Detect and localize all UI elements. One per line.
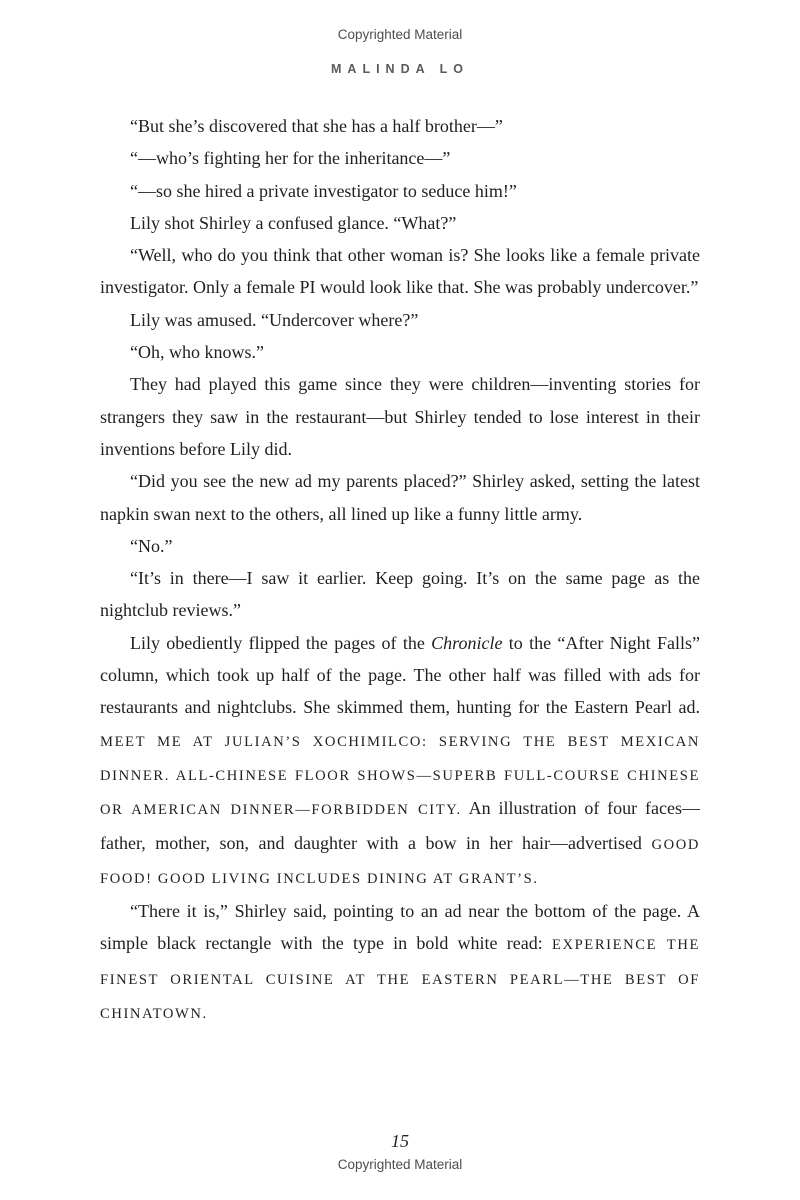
- paragraph: [100, 562, 700, 627]
- page-number: 15: [391, 1131, 409, 1151]
- text-segment: “There it is,” Shirley said, pointing to an ad near the bottom of the page. A simple black rectangle with the type in bold white read:: [100, 901, 700, 954]
- text-segment-smallcaps: EXPERIENCE THE FINEST ORIENTAL CUISINE AT THE EASTERN PEARL—THE BEST OF CHINATOWN.: [100, 937, 700, 1023]
- paragraph: [100, 336, 700, 368]
- body-text: [100, 110, 700, 1030]
- text-segment-smallcaps: MEET ME AT JULIAN’S XOCHIMILCO: SERVING THE BEST MEXICAN DINNER. ALL-CHINESE FLOOR SHOWS—SUPERB FULL-COURSE CHINESE OR AMERICAN DINNER—FORBIDDEN CITY.: [100, 733, 700, 819]
- text-segment: “But she’s discovered that she has a half brother—”: [130, 116, 503, 136]
- text-segment: “No.”: [130, 535, 173, 556]
- running-header-author: MALINDA LO: [331, 62, 469, 76]
- paragraph: [100, 895, 700, 1030]
- paragraph: [100, 304, 700, 336]
- copyright-notice-top: Copyrighted Material: [337, 27, 463, 42]
- text-segment: An illustration of four faces—father, mother, son, and daughter with a bow in her hair—advertised: [100, 798, 700, 853]
- paragraph: [100, 465, 700, 530]
- text-segment-italic: Chronicle: [431, 632, 503, 653]
- text-segment: Lily was amused. “Undercover where?”: [130, 309, 419, 330]
- paragraph: [100, 207, 700, 239]
- paragraph: [100, 239, 700, 304]
- paragraph: [100, 627, 700, 895]
- text-segment: “It’s in there—I saw it earlier. Keep going. It’s on the same page as the nightclub reviews.”: [100, 568, 700, 621]
- paragraph: [100, 142, 700, 174]
- text-segment: “Well, who do you think that other woman is? She looks like a female private investigator. Only a female PI would look like that. She was probably undercover.”: [100, 245, 700, 298]
- text-segment: Lily shot Shirley a confused glance. “What?”: [130, 212, 457, 233]
- paragraph: [100, 175, 700, 207]
- paragraph: [100, 110, 700, 142]
- text-segment-smallcaps: GOOD FOOD! GOOD LIVING INCLUDES DINING AT GRANT’S.: [100, 836, 700, 887]
- text-segment: “—so she hired a private investigator to seduce him!”: [130, 180, 517, 201]
- paragraph: [100, 530, 700, 562]
- text-segment: “—who’s fighting her for the inheritance—”: [130, 148, 451, 169]
- copyright-notice-bottom: Copyrighted Material: [337, 1157, 463, 1172]
- text-segment: “Oh, who knows.”: [130, 342, 264, 363]
- text-segment: “Did you see the new ad my parents placed?” Shirley asked, setting the latest napkin swan next to the others, all lined up like a funny little army.: [100, 471, 700, 524]
- paragraph: [100, 368, 700, 465]
- text-segment: to the “After Night Falls” column, which took up half of the page. The other half was filled with ads for restaurants and nightclubs. She skimmed them, hunting for the Eastern Pearl ad.: [100, 632, 700, 718]
- text-segment: Lily obediently flipped the pages of the: [130, 632, 432, 653]
- text-segment: They had played this game since they were children—inventing stories for strangers they saw in the restaurant—but Shirley tended to lose interest in their inventions before Lily did.: [100, 374, 700, 459]
